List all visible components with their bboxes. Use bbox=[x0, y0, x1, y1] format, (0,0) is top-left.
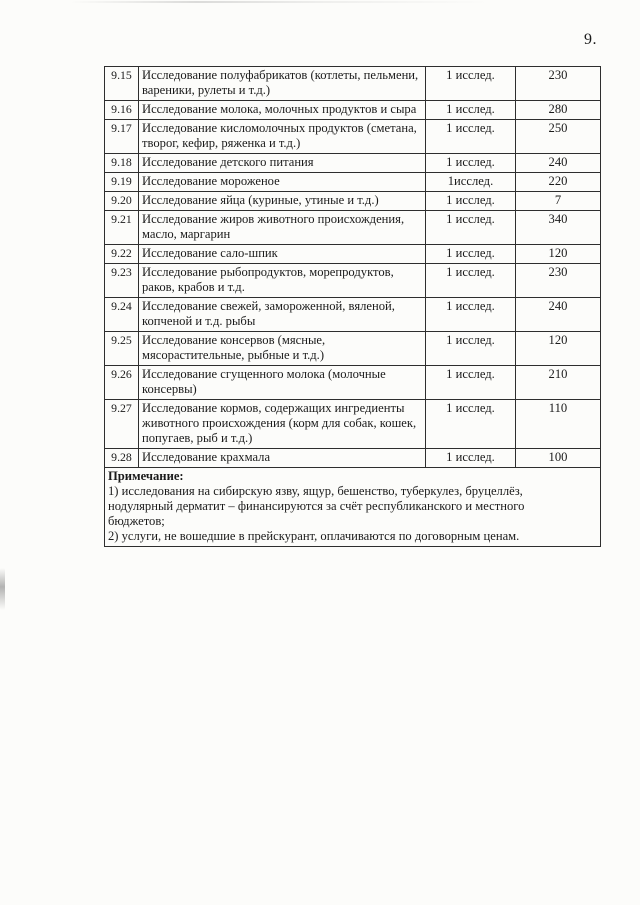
row-number-cell: 9.24 bbox=[105, 298, 139, 332]
row-unit-cell: 1 исслед. bbox=[426, 120, 516, 154]
row-unit-cell: 1 исслед. bbox=[426, 245, 516, 264]
row-unit-cell: 1 исслед. bbox=[426, 192, 516, 211]
row-unit-cell: 1 исслед. bbox=[426, 264, 516, 298]
scan-artifact-top bbox=[70, 1, 490, 3]
row-unit-cell: 1 исслед. bbox=[426, 298, 516, 332]
row-price-cell: 220 bbox=[516, 173, 601, 192]
row-price-cell: 230 bbox=[516, 67, 601, 101]
row-description-cell: Исследование свежей, замороженной, вяленой, копченой и т.д. рыбы bbox=[139, 298, 426, 332]
row-unit-cell: 1исслед. bbox=[426, 173, 516, 192]
table-row bbox=[105, 298, 601, 332]
table-row bbox=[105, 192, 601, 211]
row-description-cell: Исследование яйца (куриные, утиные и т.д.) bbox=[139, 192, 426, 211]
row-description-cell: Исследование крахмала bbox=[139, 449, 426, 468]
row-number-cell: 9.27 bbox=[105, 400, 139, 449]
row-description-cell: Исследование рыбопродуктов, морепродуктов, раков, крабов и т.д. bbox=[139, 264, 426, 298]
row-description-cell: Исследование кормов, содержащих ингредиенты животного происхождения (корм для собак, кошек, попугаев, рыб и т.д.) bbox=[139, 400, 426, 449]
row-price-cell: 230 bbox=[516, 264, 601, 298]
price-table bbox=[104, 66, 601, 547]
row-description-cell: Исследование мороженое bbox=[139, 173, 426, 192]
note-cell bbox=[105, 468, 601, 547]
row-description-cell: Исследование сало-шпик bbox=[139, 245, 426, 264]
row-number-cell: 9.23 bbox=[105, 264, 139, 298]
row-number-cell: 9.26 bbox=[105, 366, 139, 400]
row-price-cell: 240 bbox=[516, 298, 601, 332]
row-number-cell: 9.17 bbox=[105, 120, 139, 154]
note-line: 1) исследования на сибирскую язву, ящур, бешенство, туберкулез, бруцеллёз, нодулярный дерматит – финансируются за счёт республиканского и местного бюджетов; bbox=[108, 484, 525, 529]
table-row bbox=[105, 400, 601, 449]
row-number-cell: 9.18 bbox=[105, 154, 139, 173]
row-unit-cell: 1 исслед. bbox=[426, 366, 516, 400]
note-title: Примечание: bbox=[108, 469, 184, 483]
row-price-cell: 250 bbox=[516, 120, 601, 154]
row-unit-cell: 1 исслед. bbox=[426, 67, 516, 101]
scan-artifact-left-smudge bbox=[0, 568, 5, 610]
row-price-cell: 110 bbox=[516, 400, 601, 449]
row-price-cell: 280 bbox=[516, 101, 601, 120]
row-description-cell: Исследование кисломолочных продуктов (сметана, творог, кефир, ряженка и т.д.) bbox=[139, 120, 426, 154]
row-unit-cell: 1 исслед. bbox=[426, 400, 516, 449]
row-price-cell: 7 bbox=[516, 192, 601, 211]
row-number-cell: 9.15 bbox=[105, 67, 139, 101]
price-table-body bbox=[105, 67, 601, 468]
row-unit-cell: 1 исслед. bbox=[426, 332, 516, 366]
table-row bbox=[105, 449, 601, 468]
page-number: 9. bbox=[584, 31, 597, 48]
table-row bbox=[105, 154, 601, 173]
row-price-cell: 120 bbox=[516, 332, 601, 366]
note-line: 2) услуги, не вошедшие в прейскурант, оплачиваются по договорным ценам. bbox=[108, 529, 520, 544]
row-price-cell: 210 bbox=[516, 366, 601, 400]
table-row bbox=[105, 173, 601, 192]
table-row bbox=[105, 101, 601, 120]
row-description-cell: Исследование сгущенного молока (молочные консервы) bbox=[139, 366, 426, 400]
row-description-cell: Исследование консервов (мясные, мясорастительные, рыбные и т.д.) bbox=[139, 332, 426, 366]
row-unit-cell: 1 исслед. bbox=[426, 154, 516, 173]
row-number-cell: 9.16 bbox=[105, 101, 139, 120]
row-price-cell: 100 bbox=[516, 449, 601, 468]
row-number-cell: 9.28 bbox=[105, 449, 139, 468]
table-row bbox=[105, 245, 601, 264]
note-lines bbox=[108, 484, 597, 544]
row-price-cell: 120 bbox=[516, 245, 601, 264]
row-description-cell: Исследование молока, молочных продуктов и сыра bbox=[139, 101, 426, 120]
row-unit-cell: 1 исслед. bbox=[426, 211, 516, 245]
row-description-cell: Исследование полуфабрикатов (котлеты, пельмени, вареники, рулеты и т.д.) bbox=[139, 67, 426, 101]
table-row bbox=[105, 67, 601, 101]
table-row bbox=[105, 264, 601, 298]
table-row bbox=[105, 120, 601, 154]
row-number-cell: 9.25 bbox=[105, 332, 139, 366]
row-price-cell: 340 bbox=[516, 211, 601, 245]
table-row bbox=[105, 211, 601, 245]
note-row bbox=[105, 468, 601, 547]
row-unit-cell: 1 исслед. bbox=[426, 449, 516, 468]
row-description-cell: Исследование детского питания bbox=[139, 154, 426, 173]
note-section bbox=[105, 468, 601, 547]
row-number-cell: 9.19 bbox=[105, 173, 139, 192]
row-description-cell: Исследование жиров животного происхождения, масло, маргарин bbox=[139, 211, 426, 245]
table-row bbox=[105, 366, 601, 400]
table-row bbox=[105, 332, 601, 366]
row-number-cell: 9.20 bbox=[105, 192, 139, 211]
row-price-cell: 240 bbox=[516, 154, 601, 173]
row-number-cell: 9.22 bbox=[105, 245, 139, 264]
row-unit-cell: 1 исслед. bbox=[426, 101, 516, 120]
row-number-cell: 9.21 bbox=[105, 211, 139, 245]
